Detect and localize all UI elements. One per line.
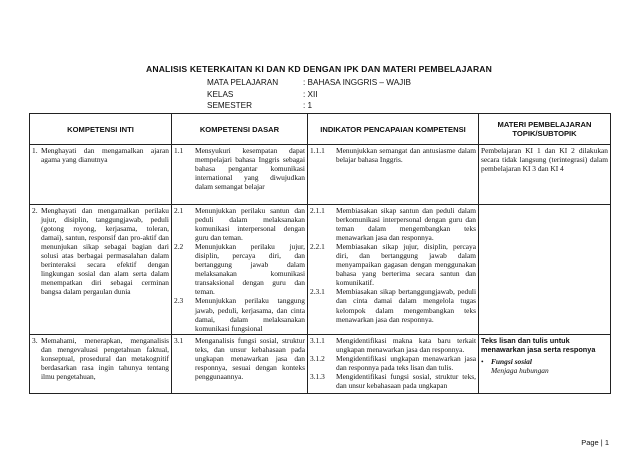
table-row (30, 334, 611, 393)
table-header-row (30, 114, 611, 145)
ipk-cell: 1.1.1 Menunjukkan semangat dan antusiasme dalam belajar bahasa Inggris. (308, 145, 479, 205)
table-row (30, 205, 611, 335)
ki-cell: 1. Menghayati dan mengamalkan ajaran agama yang dianutnya (30, 145, 172, 205)
page-number: Page | 1 (581, 438, 609, 447)
materi-cell: Pembelajaran KI 1 dan KI 2 dilakukan secara tidak langsung (terintegrasi) dalam pembelajaran KI 3 dan KI 4 (479, 145, 611, 205)
header-materi: MATERI PEMBELAJARAN TOPIK/SUBTOPIK (479, 114, 611, 145)
ki-cell: 3. Memahami, menerapkan, menganalisis dan mengevaluasi pengetahuan faktual, konseptual, prosedural dan metakognitif berdasarkan rasa ingin tahunya tentang ilmu pengetahuan, (30, 334, 172, 393)
ki-cell: 2. Menghayati dan mengamalkan perilaku jujur, disiplin, tanggungjawab, peduli (gotong royong, kerjasama, toleran, damai), santun, responsif dan pro-aktif dan menunjukan sikap sebagai bagian dari solusi atas berbagai permasalahan dalam berinteraksi secara efektif dengan lingkungan sosial dan alam serta dalam menempatkan diri sebagai cerminan bangsa dalam pergaulan dunia (30, 205, 172, 335)
table-row (30, 145, 611, 205)
meta-semester: SEMESTER : 1 (207, 101, 313, 110)
materi-tail: Menjaga hubungan (491, 365, 549, 375)
materi-title: Teks lisan dan tulis untuk menawarkan jasa serta responya (481, 335, 596, 354)
meta-subject: MATA PELAJARAN : BAHASA INGGRIS – WAJIB (207, 78, 411, 87)
materi-cell (479, 205, 611, 335)
kd-cell: 1.1 Mensyukuri kesempatan dapat mempelajari bahasa Inggris sebagai bahasa pengantar komunikasi international yang diwujudkan dalam semangat belajar (172, 145, 308, 205)
materi-bullet: • Fungsi sosial (481, 356, 532, 366)
header-kd: KOMPETENSI DASAR (172, 114, 308, 145)
meta-class: KELAS : XII (207, 89, 318, 99)
kd-cell: 2.1 Menunjukkan perilaku santun dan peduli dalam melaksanakan komunikasi interpersonal dengan guru dan teman. 2.2 Menunjukkan perilaku jujur, disiplin, percaya diri, dan bertanggung jawab dalam melaksanakan komunikasi transaksional dengan guru dan teman. 2.3 Menunjukkan perilaku tanggung jawab, peduli, kerjasama, dan cinta damai, dalam melaksanakan komunikasi fungsional (172, 205, 308, 335)
header-ki: KOMPETENSI INTI (30, 114, 172, 145)
document-title: ANALISIS KETERKAITAN KI DAN KD DENGAN IPK DAN MATERI PEMBELAJARAN (145, 64, 493, 74)
document-meta (207, 77, 411, 112)
ipk-cell: 3.1.1 Mengidentifikasi makna kata baru terkait ungkapan menawarkan jasa dan responnya. 3.1.2 Mengidentifikasi ungkapan menawarkan jasa dan responnya pada teks lisan dan tulis. 3.1.3 Mengidentifikasi fungsi sosial, struktur teks, dan unsur kebahasaan pada ungkapan (308, 334, 479, 393)
ipk-cell: 2.1.1 Membiasakan sikap santun dan peduli dalam berkomunikasi interpersonal dengan guru dan teman dalam mengembangkan teks menawarkan jasa dan responnya. 2.2.1 Membiasakan sikap jujur, disiplin, percaya diri, dan bertanggung jawab dalam menyampaikan gagasan dengan menggunakan bahasa yang berterima secara santun dan komunikatif. 2.3.1 Membiasakan sikap bertanggungjawab, peduli dan cinta damai dalam mengelola tugas kelompok dalam mengembangkan teks menawarkan jasa dan responnya. (308, 205, 479, 335)
header-ipk: INDIKATOR PENCAPAIAN KOMPETENSI (308, 114, 479, 145)
materi-cell (479, 334, 611, 393)
kd-cell: 3.1 Menganalisis fungsi sosial, struktur teks, dan unsur kebahasaan pada ungkapan menawarkan jasa dan responnya, sesuai dengan konteks penggunaannya. (172, 334, 308, 393)
analysis-table (29, 113, 611, 394)
bullet-icon: • (481, 356, 484, 366)
